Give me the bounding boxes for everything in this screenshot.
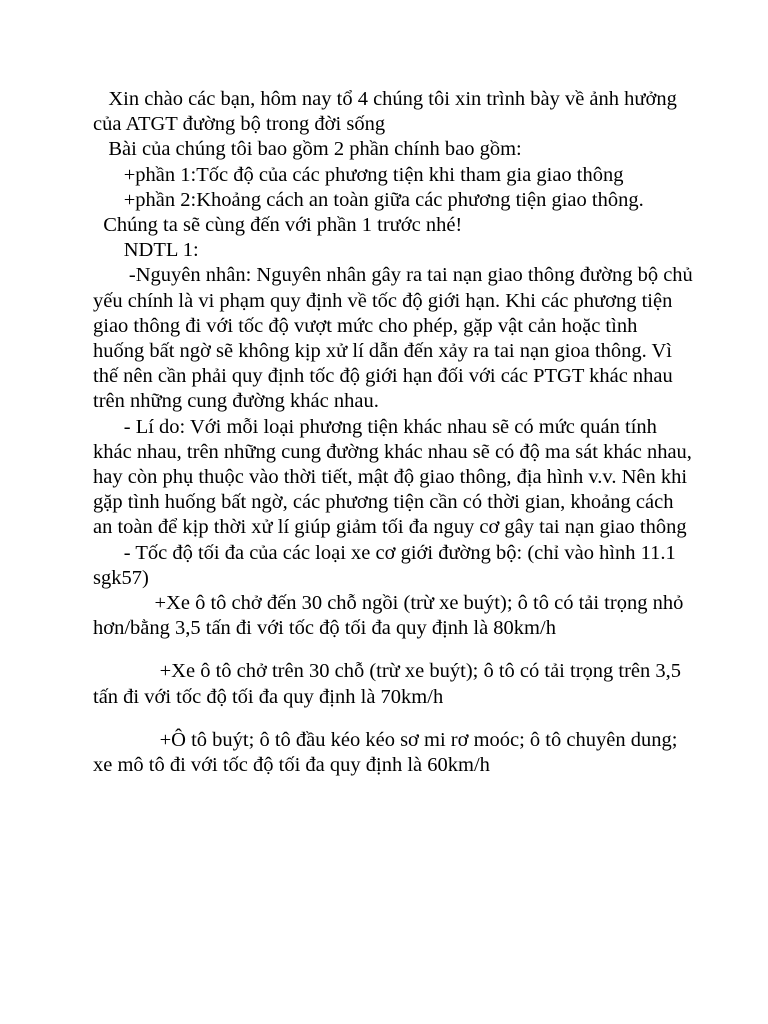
intro-paragraph: Xin chào các bạn, hôm nay tổ 4 chúng tôi xin trình bày về ảnh hưởng của ATGT đường bộ trong đời sống [93,88,682,136]
document-body [93,87,698,778]
speed-limit-item: +Ô tô buýt; ô tô đầu kéo kéo sơ mi rơ moóc; ô tô chuyên dung; xe mô tô đi với tốc độ tối đa quy định là 60km/h [93,728,683,777]
reason-paragraph: - Lí do: Với mỗi loại phương tiện khác nhau sẽ có mức quán tính khác nhau, trên những cung đường khác nhau sẽ có độ ma sát khác nhau, hay còn phụ thuộc vào thời tiết, mật độ giao thông, địa hình v.v. Nên khi gặp tình huống bất ngờ, các phương tiện cần có thời gian, khoảng cách an toàn để kịp thời xử lí giúp giảm tối đa nguy cơ gây tai nạn giao thông [93,415,698,539]
speed-limit-paragraph: - Tốc độ tối đa của các loại xe cơ giới đường bộ: (chỉ vào hình 11.1 sgk57) [93,541,681,589]
section-heading: NDTL 1: [93,239,199,262]
outline-paragraph: Bài của chúng tôi bao gồm 2 phần chính bao gồm: [93,138,522,161]
speed-limit-item: +Xe ô tô chở trên 30 chỗ (trừ xe buýt); ô tô có tải trọng trên 3,5 tấn đi với tốc độ tối đa quy định là 70km/h [93,660,687,708]
transition-paragraph: Chúng ta sẽ cùng đến với phần 1 trước nhé! [93,214,463,237]
part-2-paragraph: +phần 2:Khoảng cách an toàn giữa các phương tiện giao thông. [93,188,644,211]
part-1-paragraph: +phần 1:Tốc độ của các phương tiện khi tham gia giao thông [93,163,624,186]
cause-paragraph: -Nguyên nhân: Nguyên nhân gây ra tai nạn giao thông đường bộ chủ yếu chính là vi phạm quy định về tốc độ giới hạn. Khi các phương tiện giao thông đi với tốc độ vượt mức cho phép, gặp vật cản hoặc tình huống bất ngờ sẽ không kịp xử lí dẫn đến xảy ra tai nạn gioa thông. Vì thế nên cần phải quy định tốc độ giới hạn đối với các PTGT khác nhau trên những cung đường khác nhau. [93,264,698,413]
speed-limit-item: +Xe ô tô chở đến 30 chỗ ngồi (trừ xe buýt); ô tô có tải trọng nhỏ hơn/bằng 3,5 tấn đi với tốc độ tối đa quy định là 80km/h [93,592,689,640]
